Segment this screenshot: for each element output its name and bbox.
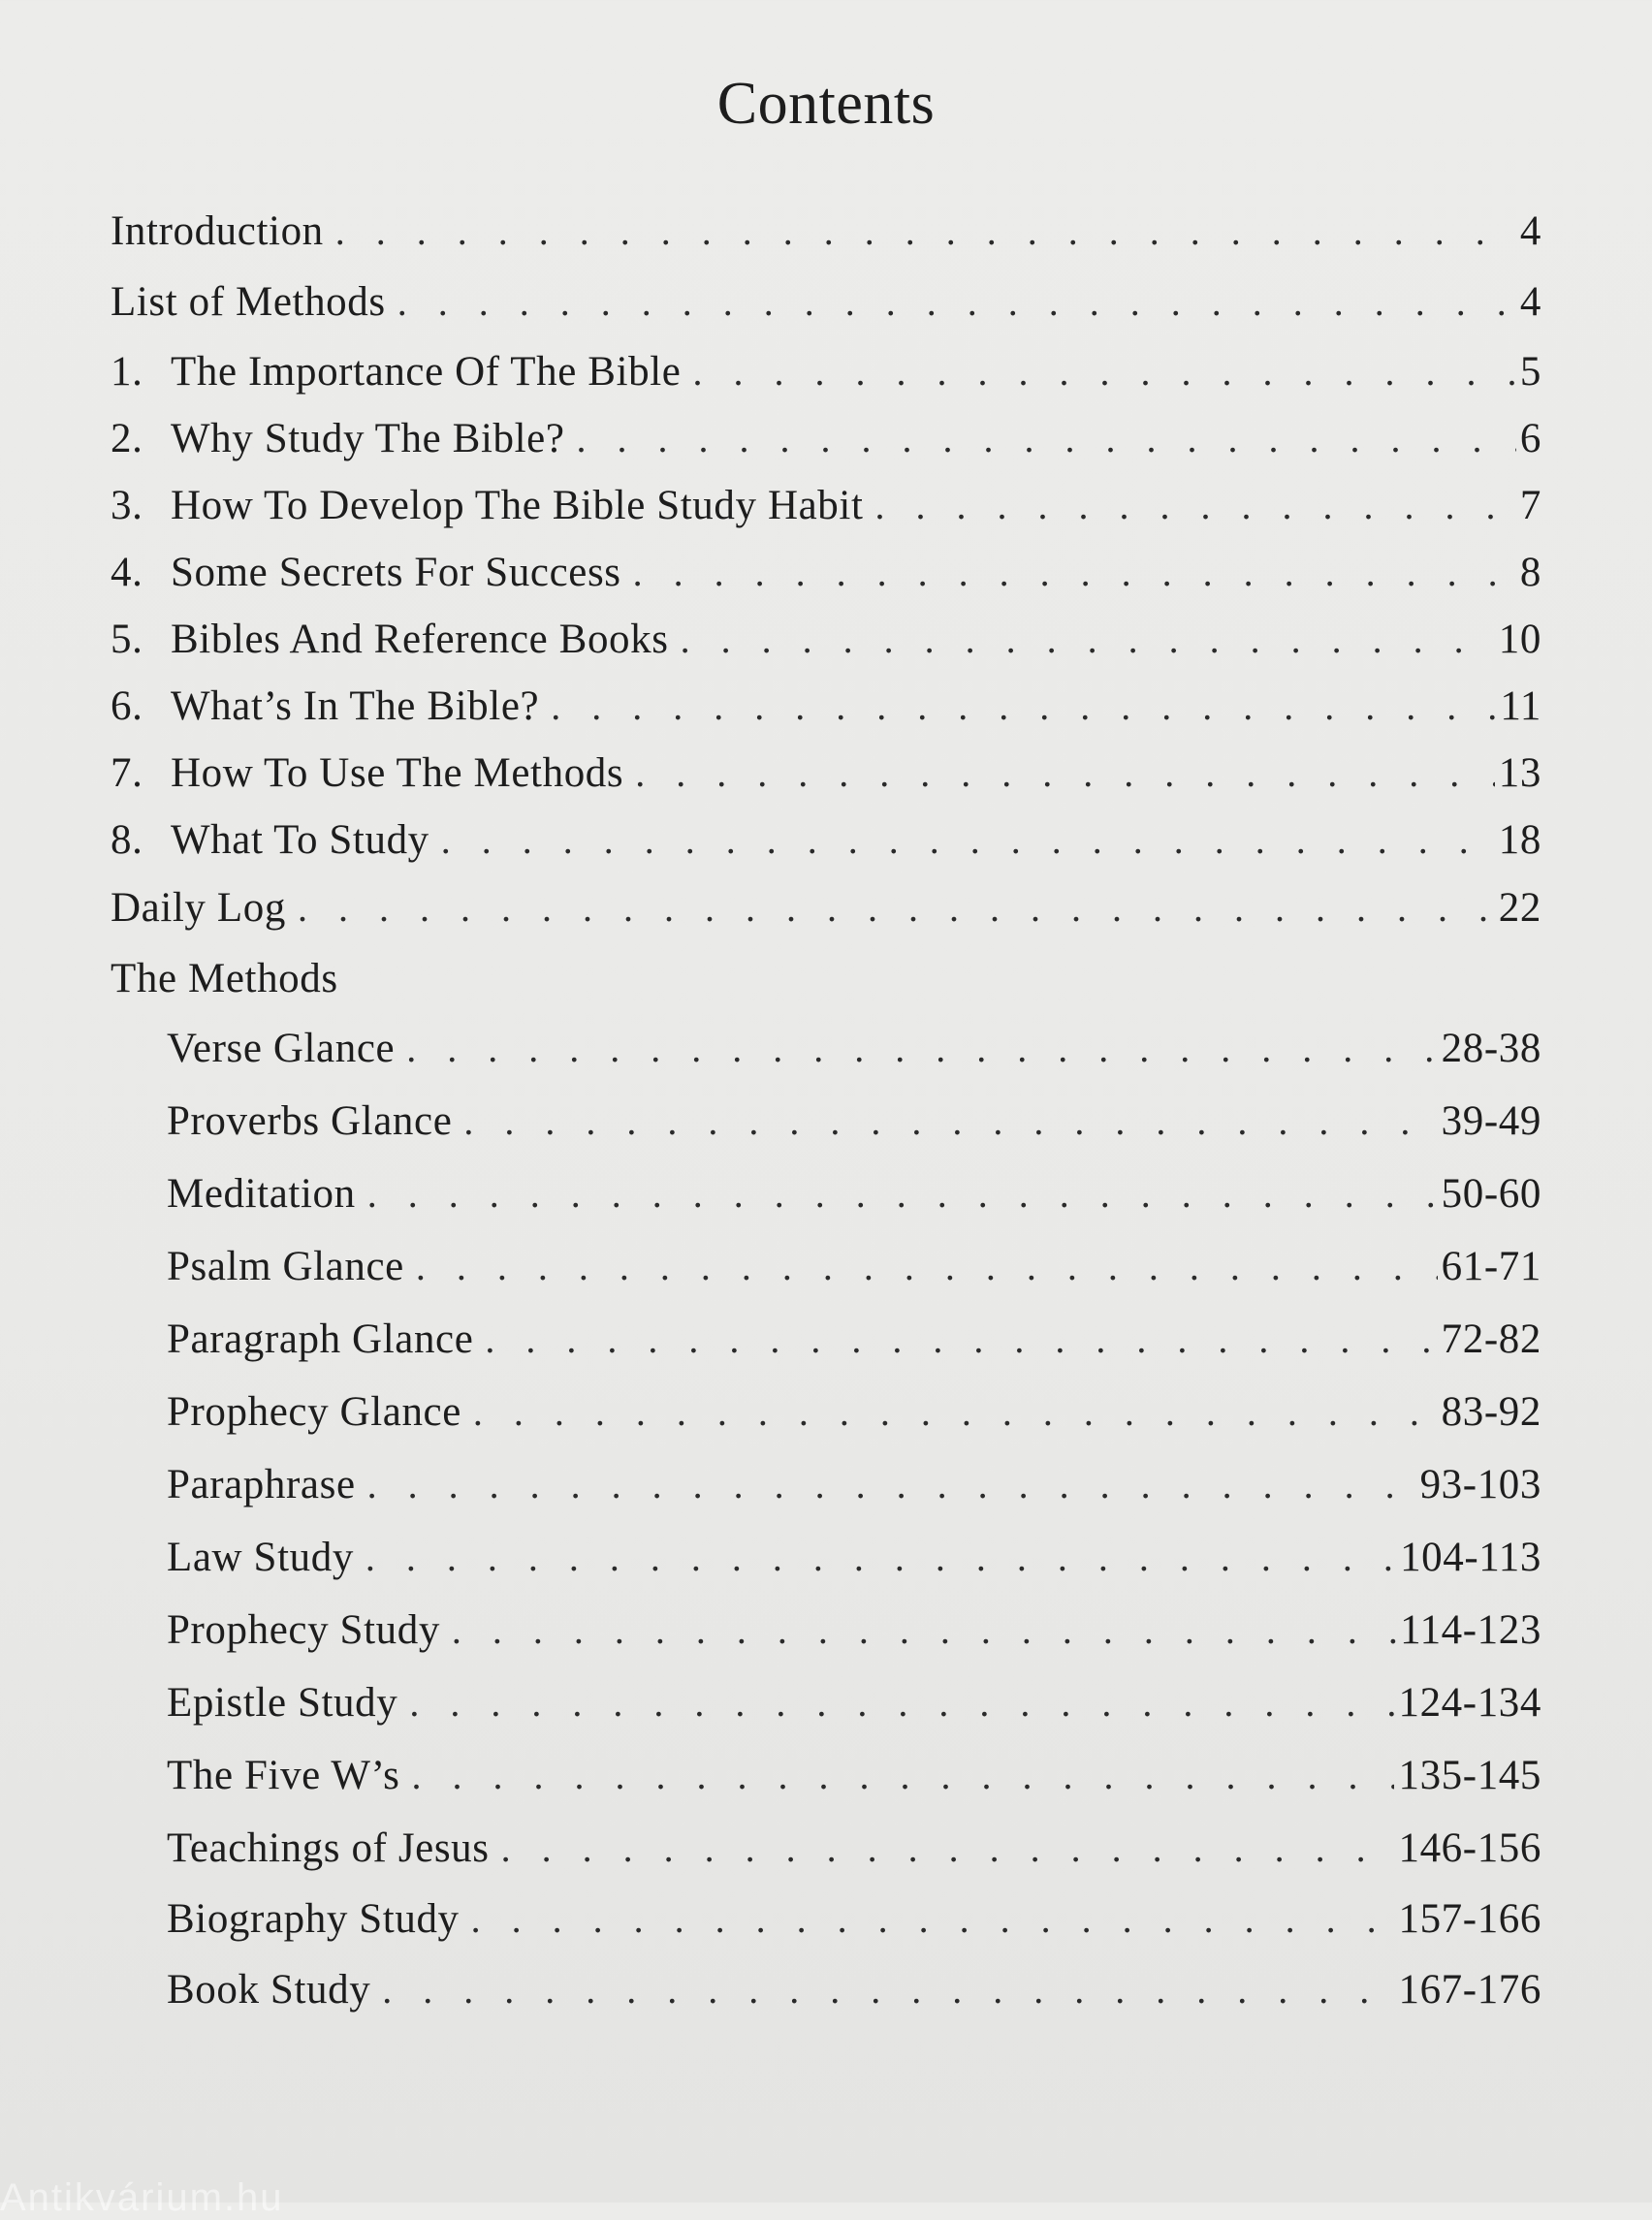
toc-entry-page: 8 [1519,550,1541,595]
toc-entry-number: 6. [111,683,143,729]
toc-entry-page: 4 [1519,208,1541,254]
toc-entry-page: 18 [1498,817,1541,863]
dot-leader [681,620,1495,659]
dot-leader [335,212,1516,251]
toc-method-pages: 135-145 [1398,1753,1541,1798]
toc-entry-label: The Importance Of The Bible [171,349,682,395]
toc-entry-page: 6 [1519,416,1541,461]
methods-heading: The Methods [111,956,338,1001]
toc-entry [111,552,1541,593]
toc-entry-label: How To Use The Methods [171,750,624,796]
toc-entry-page: 7 [1519,483,1541,528]
toc-method-entry [111,1969,1541,2011]
toc-method-pages: 72-82 [1441,1316,1541,1362]
toc-entry-page: 10 [1498,617,1541,662]
toc-method-label: Paragraph Glance [167,1316,474,1362]
dot-leader [551,687,1496,726]
toc-entry-number: 3. [111,483,143,528]
dot-leader [463,1102,1437,1141]
toc-entry [111,485,1541,526]
toc-method-entry [111,1246,1541,1287]
dot-leader [365,1538,1396,1577]
dot-leader [473,1393,1438,1432]
toc-method-label: Epistle Study [167,1680,398,1726]
dot-leader [412,1757,1395,1795]
toc-entry-label: How To Develop The Bible Study Habit [171,483,864,528]
dot-leader [367,1175,1438,1214]
toc-entry [111,418,1541,460]
dot-leader [452,1611,1396,1650]
dot-leader [692,353,1515,392]
toc-method-pages: 28-38 [1441,1026,1541,1071]
toc-method-pages: 93-103 [1419,1462,1541,1507]
toc-entry-number: 4. [111,550,143,595]
toc-method-label: Proverbs Glance [167,1098,453,1144]
dot-leader [409,1684,1394,1723]
dot-leader [416,1248,1438,1286]
toc-entry-label: Daily Log [111,885,286,931]
toc-method-entry [111,1609,1541,1651]
toc-method-label: Verse Glance [167,1026,396,1071]
toc-entry-page: 5 [1519,349,1541,395]
toc-entry-label: What To Study [171,817,429,863]
dot-leader [875,487,1516,525]
toc-entry-label: What’s In The Bible? [171,683,540,729]
dot-leader [501,1829,1395,1868]
toc-method-label: Meditation [167,1171,356,1217]
toc-method-pages: 50-60 [1441,1171,1541,1217]
toc-method-entry [111,1755,1541,1796]
toc-method-entry [111,1827,1541,1869]
toc-method-pages: 124-134 [1398,1680,1541,1726]
toc-method-entry [111,1173,1541,1215]
toc-method-label: Teachings of Jesus [167,1825,490,1871]
toc-entry-label: Bibles And Reference Books [171,617,669,662]
toc-method-label: The Five W’s [167,1753,400,1798]
toc-entry-label: Introduction [111,208,324,254]
toc-entry [111,685,1541,727]
dot-leader [485,1320,1437,1359]
toc-method-pages: 104-113 [1400,1535,1541,1580]
toc-method-entry [111,1100,1541,1142]
toc-entry [111,819,1541,861]
toc-entry-page: 13 [1498,750,1541,796]
toc-method-pages: 39-49 [1441,1098,1541,1144]
dot-leader [382,1971,1394,2010]
toc-method-entry [111,1391,1541,1433]
toc-entry [111,351,1541,393]
toc-method-pages: 114-123 [1400,1607,1541,1653]
toc-method-pages: 167-176 [1398,1967,1541,2013]
toc-method-entry [111,1898,1541,1940]
toc-method-pages: 146-156 [1398,1825,1541,1871]
toc-entry-label: List of Methods [111,279,386,325]
toc-entry-number: 2. [111,416,143,461]
dot-leader [298,889,1495,928]
toc-method-entry [111,1464,1541,1506]
toc-method-entry [111,1028,1541,1069]
toc-method-entry [111,1682,1541,1724]
toc-method-label: Prophecy Glance [167,1389,461,1435]
toc-entry-label: Why Study The Bible? [171,416,565,461]
toc-method-label: Prophecy Study [167,1607,440,1653]
toc-method-entry [111,1318,1541,1360]
toc-entry [111,618,1541,660]
toc-method-label: Psalm Glance [167,1244,404,1289]
toc-entry-label: Some Secrets For Success [171,550,621,595]
dot-leader [441,821,1495,860]
watermark: Antikvárium.hu [0,2176,284,2219]
page-title: Contents [716,71,936,137]
toc-method-label: Book Study [167,1967,371,2013]
toc-method-pages: 83-92 [1441,1389,1541,1435]
toc-method-label: Paraphrase [167,1462,356,1507]
toc-entry-number: 5. [111,617,143,662]
dot-leader [471,1900,1395,1939]
toc-method-label: Biography Study [167,1896,460,1942]
toc-entry [111,752,1541,794]
dot-leader [635,754,1495,793]
toc-entry-number: 8. [111,817,143,863]
toc-entry-page: 11 [1500,683,1541,729]
toc-entry [111,210,1541,252]
toc-entry-number: 1. [111,349,143,395]
dot-leader [406,1030,1437,1068]
dot-leader [367,1466,1416,1505]
toc-method-pages: 157-166 [1398,1896,1541,1942]
toc-entry [111,887,1541,929]
toc-entry [111,281,1541,323]
toc-entry-page: 22 [1498,885,1541,931]
toc-entry-page: 4 [1519,279,1541,325]
dot-leader [577,420,1516,459]
dot-leader [633,554,1516,592]
toc-method-label: Law Study [167,1535,354,1580]
toc-method-pages: 61-71 [1441,1244,1541,1289]
toc-method-entry [111,1537,1541,1578]
toc-entry-number: 7. [111,750,143,796]
dot-leader [397,283,1516,322]
